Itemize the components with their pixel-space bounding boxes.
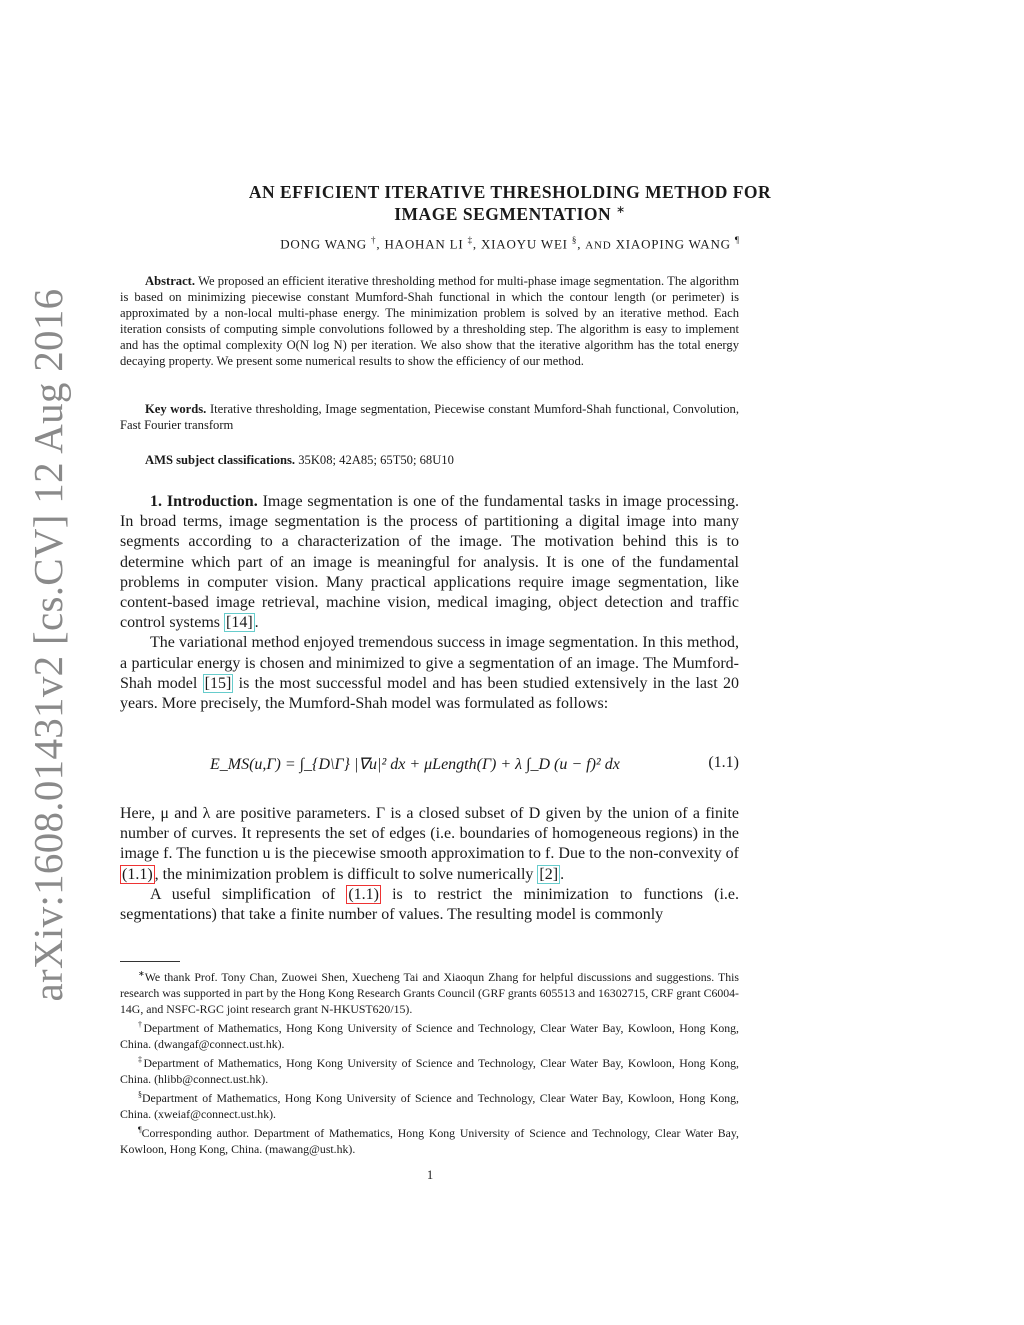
- author-2-mark: ‡: [467, 235, 473, 245]
- footnote-4-mark: §: [138, 1089, 142, 1099]
- ams-label: AMS subject classifications.: [145, 453, 296, 467]
- author-list: DONG WANG †, HAOHAN LI ‡, XIAOYU WEI §, AND XIAOPING WANG ¶: [280, 235, 740, 252]
- paper-title-line-2: [120, 203, 900, 225]
- author-1-mark: †: [371, 235, 377, 245]
- keywords-text: Iterative thresholding, Image segmentation, Piecewise constant Mumford-Shah functional, Convolution, Fast Fourier transform: [120, 402, 740, 432]
- p1-end: .: [254, 614, 259, 632]
- equation-ref-1-1-b[interactable]: (1.1): [348, 885, 379, 903]
- footnotes: [120, 966, 739, 1157]
- title-text-1: AN EFFICIENT ITERATIVE THRESHOLDING METHOD FOR: [248, 182, 772, 202]
- arxiv-identifier: [18, 288, 78, 1002]
- author-2: HAOHAN LI: [384, 236, 464, 252]
- author-4-mark: ¶: [734, 235, 740, 245]
- keywords: [120, 401, 739, 433]
- footnote-2-mark: †: [138, 1019, 144, 1029]
- intro-paragraph-2a: The variational method enjoyed tremendous success in image segmentation. In this method, a particular energy is chosen and minimized to give a segmentation of an image. The Mumford-Shah model: [120, 634, 739, 692]
- equation-number: (1.1): [708, 754, 739, 771]
- equation-ref-1-1[interactable]: (1.1): [122, 865, 153, 883]
- footnote-3-mark: ‡: [138, 1054, 144, 1064]
- footnote-5: Corresponding author. Department of Mathematics, Hong Kong University of Science and Technology, Clear Water Bay, Kowloon, Hong Kong, China. (mawang@ust.hk).: [120, 1125, 739, 1156]
- author-3: XIAOYU WEI: [480, 236, 568, 252]
- section-heading: 1. Introduction.: [150, 493, 258, 510]
- ams-text: 35K08; 42A85; 65T50; 68U10: [298, 453, 454, 467]
- author-3-mark: §: [571, 235, 578, 245]
- intro-paragraph-3a: Here, μ and λ are positive parameters. Γ is a closed subset of D given by the union of a finite number of curves. It represents the set of edges (i.e. boundaries of homogeneous regions) in the image f. The function u is the piecewise smooth approximation to f. Due to the non-convexity of: [120, 805, 739, 863]
- keywords-label: Key words.: [145, 402, 207, 416]
- intro-paragraph-4a: A useful simplification of: [150, 885, 336, 903]
- introduction-part-2: [120, 804, 739, 925]
- abstract: [120, 273, 739, 369]
- abstract-label: Abstract.: [145, 274, 196, 288]
- citation-2[interactable]: [2]: [539, 865, 559, 883]
- footnote-5-mark: ¶: [138, 1124, 142, 1134]
- citation-15[interactable]: [15]: [204, 674, 232, 692]
- arxiv-identifier-text: arXiv:1608.01431v2 [cs.CV] 12 Aug 2016: [25, 288, 71, 1002]
- paper-title-line-1: [120, 182, 900, 203]
- title-footnote-mark: ∗: [616, 204, 626, 216]
- intro-paragraph-1: Image segmentation is one of the fundamental tasks in image processing. In broad terms, image segmentation is the process of partitioning a digital image into many segments according to a characterization of the image. The motivation behind this is to determine which part of an image is meaningful for analysis. It is one of the fundamental problems in computer vision. Many practical applications require image segmentation, like content-based image retrieval, machine vision, medical imaging, object detection and traffic control systems: [120, 493, 740, 632]
- abstract-text: We proposed an efficient iterative thresholding method for multi-phase image segmentation. The algorithm is based on minimizing piecewise constant Mumford-Shah functional in which the contour length (or perimeter) is approximated by a non-local multi-phase energy. The minimization problem is solved by an iterative method. Each iteration consists of computing simple convolutions followed by a thresholding step. The algorithm is easy to implement and has the optimal complexity O(N log N) per iteration. We also show that the iterative algorithm has the total energy decaying property. We present some numerical results to show the efficiency of our method.: [120, 274, 739, 368]
- citation-14[interactable]: [14]: [226, 614, 253, 632]
- footnote-4: Department of Mathematics, Hong Kong University of Science and Technology, Clear Water Bay, Kowloon, Hong Kong, China. (xweiaf@connect.ust.hk).: [120, 1090, 739, 1121]
- footnote-1: We thank Prof. Tony Chan, Zuowei Shen, Xuecheng Tai and Xiaoqun Zhang for helpful discussions and suggestions. This research was supported in part by the Hong Kong Research Grants Council (GRF grants 605513 and 16302715, CRF grant C6004-14G, and NSFC-RGC joint research grant N-HKUST620/15).: [120, 969, 739, 1016]
- p3-end: .: [560, 865, 565, 883]
- equation-1-1: [120, 742, 739, 788]
- author-and: AND: [585, 239, 612, 252]
- intro-paragraph-2b: is the most successful model and has been studied extensively in the last 20 years. More precisely, the Mumford-Shah model was formulated as follows:: [120, 674, 740, 713]
- footnote-divider: [120, 961, 180, 962]
- equation-expression: E_MS(u,Γ) = ∫_{D\Γ} |∇u|² dx + μLength(Γ) + λ ∫_D (u − f)² dx: [210, 756, 620, 773]
- introduction-part-1: [120, 492, 739, 714]
- intro-paragraph-4b: is to restrict the minimization to functions (i.e. segmentations) that take a finite number of values. The resulting model is commonly: [120, 885, 739, 924]
- intro-paragraph-3b: , the minimization problem is difficult to solve numerically: [154, 865, 534, 883]
- title-text-2: IMAGE SEGMENTATION: [394, 203, 612, 224]
- author-1: DONG WANG: [280, 236, 367, 252]
- ams-classifications: [145, 453, 454, 468]
- footnote-3: Department of Mathematics, Hong Kong University of Science and Technology, Clear Water Bay, Kowloon, Hong Kong, China. (hlibb@connect.ust.hk).: [120, 1055, 739, 1086]
- footnote-1-mark: ∗: [138, 969, 145, 978]
- footnote-2: Department of Mathematics, Hong Kong University of Science and Technology, Clear Water Bay, Kowloon, Hong Kong, China. (dwangaf@connect.ust.hk).: [120, 1020, 739, 1051]
- author-4: XIAOPING WANG: [615, 236, 731, 252]
- page-number: 1: [426, 1168, 434, 1182]
